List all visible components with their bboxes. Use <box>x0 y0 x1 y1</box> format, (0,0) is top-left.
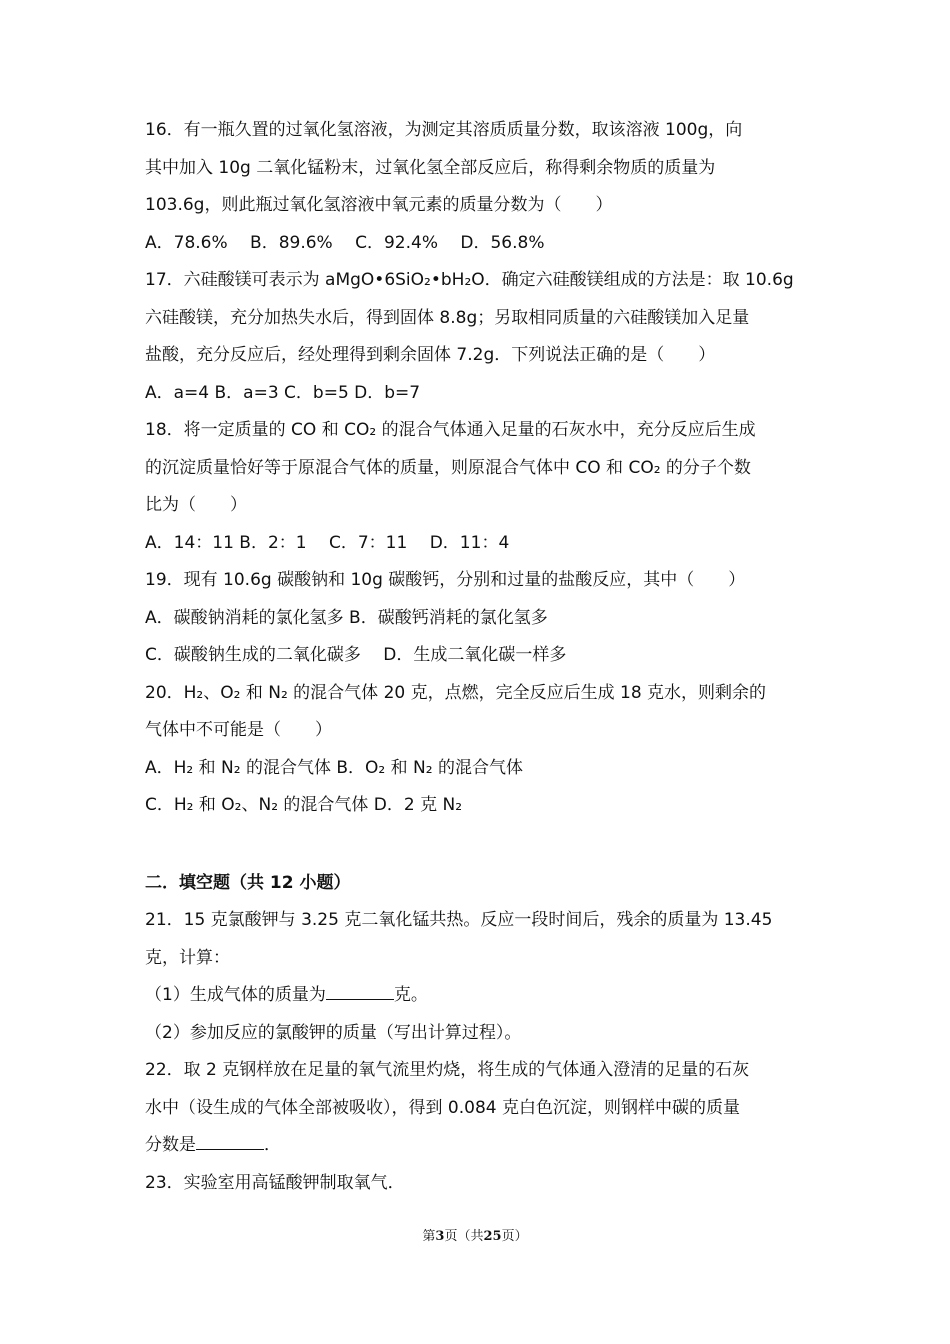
question-16-line-3: 103.6g，则此瓶过氧化氢溶液中氧元素的质量分数为（ ） <box>145 195 613 215</box>
question-16-line-2: 其中加入 10g 二氧化锰粉末，过氧化氢全部反应后，称得剩余物质的质量为 <box>145 157 716 178</box>
question-21-sub-1 <box>145 977 810 1015</box>
question-22 <box>145 1052 810 1165</box>
question-18-options: A．14：11 B．2：1 C．7：11 D．11：4 <box>145 532 510 553</box>
question-17-line-1: 17．六硅酸镁可表示为 aMgO•6SiO₂•bH₂O．确定六硅酸镁组成的方法是：取 10.6g <box>145 270 794 290</box>
question-18-line-2: 的沉淀质量恰好等于原混合气体的质量，则原混合气体中 CO 和 CO₂ 的分子个数 <box>145 457 751 478</box>
question-19-line-1: 19．现有 10.6g 碳酸钠和 10g 碳酸钙，分别和过量的盐酸反应，其中（ ） <box>145 570 746 590</box>
page-footer <box>0 1225 950 1244</box>
answer-blank[interactable] <box>196 1149 264 1150</box>
footer-prefix: 第 <box>422 1229 436 1244</box>
question-18-line-3: 比为（ ） <box>145 495 247 515</box>
question-21 <box>145 902 810 1052</box>
answer-blank[interactable] <box>326 999 394 1000</box>
question-16-line-1: 16．有一瓶久置的过氧化氢溶液，为测定其溶质质量分数，取该溶液 100g，向 <box>145 120 743 140</box>
question-17-options: A．a=4 B．a=3 C．b=5 D．b=7 <box>145 382 421 403</box>
question-18-line-1: 18．将一定质量的 CO 和 CO₂ 的混合气体通入足量的石灰水中，充分反应后生成 <box>145 420 756 440</box>
section-title: 二．填空题（共 12 小题） <box>145 872 351 893</box>
question-20-line-2: 气体中不可能是（ ） <box>145 720 332 740</box>
question-21-line-2: 克，计算： <box>145 947 230 968</box>
footer-middle: 页（共 <box>444 1229 484 1244</box>
question-23-line-1: 23．实验室用高锰酸钾制取氧气． <box>145 1172 405 1193</box>
question-16-options: A．78.6% B．89.6% C．92.4% D．56.8% <box>145 232 545 253</box>
page-content <box>145 112 810 1202</box>
footer-page-number: 3 <box>435 1229 445 1244</box>
footer-suffix: 页） <box>501 1229 528 1244</box>
question-19 <box>145 562 810 675</box>
question-22-line-3 <box>145 1127 810 1165</box>
question-19-options-cd: C．碳酸钠生成的二氧化碳多 D．生成二氧化碳一样多 <box>145 645 567 665</box>
section-gap <box>145 825 810 865</box>
question-20-line-1: 20．H₂、O₂ 和 N₂ 的混合气体 20 克，点燃，完全反应后生成 18 克水，则剩余的 <box>145 682 767 703</box>
question-18 <box>145 412 810 562</box>
question-17 <box>145 262 810 412</box>
question-20-options-ab: A．H₂ 和 N₂ 的混合气体 B．O₂ 和 N₂ 的混合气体 <box>145 757 523 778</box>
question-20 <box>145 675 810 825</box>
question-17-line-3: 盐酸，充分反应后，经处理得到剩余固体 7.2g．下列说法正确的是（ ） <box>145 345 716 365</box>
question-19-options-ab: A．碳酸钠消耗的氯化氢多 B．碳酸钙消耗的氯化氢多 <box>145 607 548 628</box>
question-22-line-3-prefix: 分数是 <box>145 1135 196 1155</box>
question-22-line-1: 22．取 2 克钢样放在足量的氧气流里灼烧，将生成的气体通入澄清的足量的石灰 <box>145 1060 750 1080</box>
question-23 <box>145 1165 810 1203</box>
question-21-sub-1-suffix: 克。 <box>393 985 428 1005</box>
question-21-sub-1-prefix: （1）生成气体的质量为 <box>145 985 326 1005</box>
question-22-line-3-suffix: ． <box>264 1135 281 1155</box>
question-20-options-cd: C．H₂ 和 O₂、N₂ 的混合气体 D．2 克 N₂ <box>145 795 463 815</box>
question-17-line-2: 六硅酸镁，充分加热失水后，得到固体 8.8g；另取相同质量的六硅酸镁加入足量 <box>145 307 750 328</box>
question-22-line-2: 水中（设生成的气体全部被吸收），得到 0.084 克白色沉淀，则钢样中碳的质量 <box>145 1097 740 1118</box>
question-16 <box>145 112 810 262</box>
footer-total-pages: 25 <box>483 1229 502 1244</box>
question-21-line-1: 21．15 克氯酸钾与 3.25 克二氧化锰共热。反应一段时间后，残余的质量为 13.45 <box>145 910 773 930</box>
question-21-sub-2: （2）参加反应的氯酸钾的质量（写出计算过程）。 <box>145 1022 522 1043</box>
